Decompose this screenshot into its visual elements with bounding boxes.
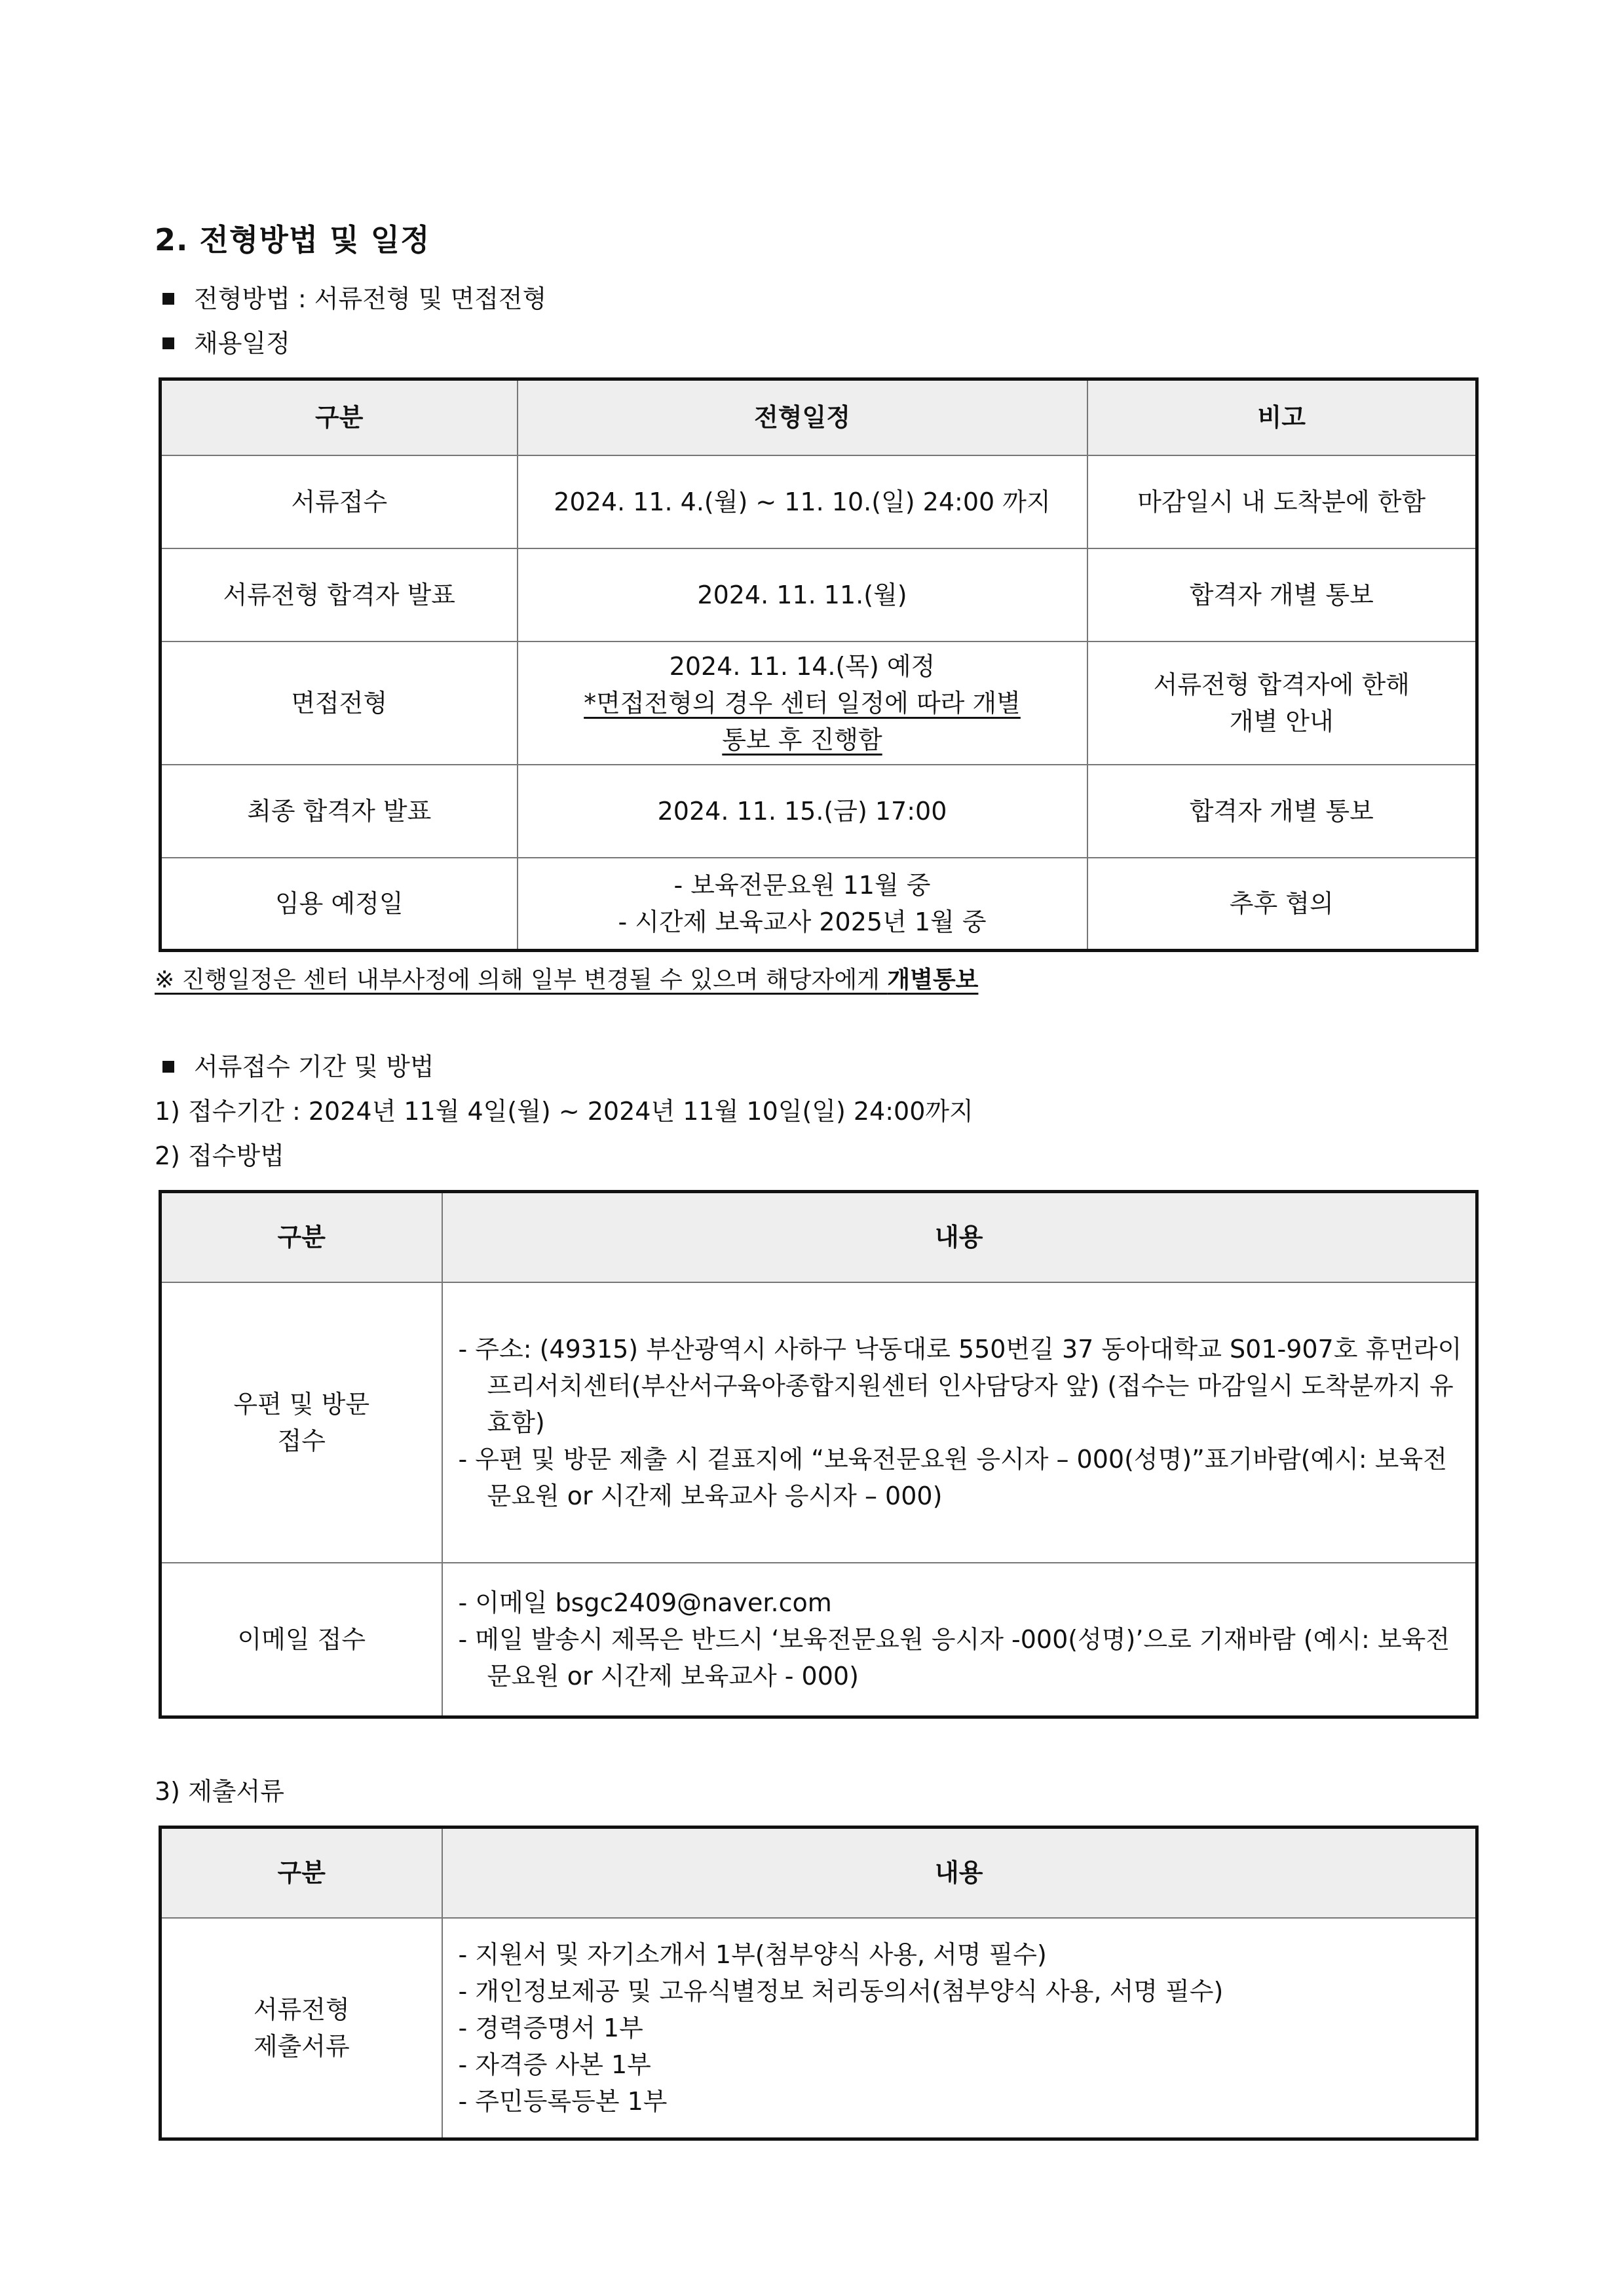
- row-schedule: 2024. 11. 15.(금) 17:00: [518, 765, 1087, 858]
- table-row: [161, 548, 1477, 641]
- submission-period: 1) 접수기간 : 2024년 11월 4일(월) ~ 2024년 11월 10일(일) 24:00까지: [155, 1097, 973, 1126]
- list-item: - 개인정보제공 및 고유식별정보 처리동의서(첨부양식 사용, 서명 필수): [458, 1976, 1224, 2006]
- submission-bullet: [155, 1048, 434, 1085]
- row-category: 서류접수: [161, 455, 518, 548]
- square-bullet-icon: [162, 293, 174, 305]
- list-item: - 주소: (49315) 부산광역시 사하구 낙동대로 550번길 37 동아대학교 S01-907호 휴먼라이프리서치센터(부산서구육아종합지원센터 인사담당자 앞) (접수는 마감일시 도착분까지 유효함): [458, 1334, 1462, 1437]
- list-item: - 우편 및 방문 제출 시 겉표지에 “보육전문요원 응시자 – 000(성명)”표기바람(예시: 보육전문요원 or 시간제 보육교사 응시자 – 000): [458, 1444, 1447, 1510]
- header-category: 구분: [161, 379, 518, 455]
- row-note: 추후 협의: [1087, 858, 1477, 951]
- row-schedule: [518, 641, 1087, 765]
- table-row: [161, 765, 1477, 858]
- row-category: [161, 1282, 442, 1563]
- schedule-line: *면접전형의 경우 센터 일정에 따라 개별: [584, 688, 1021, 718]
- list-item: - 경력증명서 1부: [458, 2013, 643, 2042]
- row-note: 합격자 개별 통보: [1087, 548, 1477, 641]
- method-text: 전형방법 : 서류전형 및 면접전형: [194, 284, 547, 313]
- list-item: - 메일 발송시 제목은 반드시 ‘보육전문요원 응시자 -000(성명)’으로 기재바람 (예시: 보육전문요원 or 시간제 보육교사 - 000): [458, 1624, 1450, 1691]
- method-table: [159, 1190, 1479, 1719]
- row-content: [442, 1563, 1477, 1717]
- row-schedule: 2024. 11. 4.(월) ~ 11. 10.(일) 24:00 까지: [518, 455, 1087, 548]
- list-item: - 지원서 및 자기소개서 1부(첨부양식 사용, 서명 필수): [458, 1940, 1047, 1969]
- square-bullet-icon: [162, 1061, 174, 1073]
- row-category: 이메일 접수: [161, 1563, 442, 1717]
- list-item: - 주민등록등본 1부: [458, 2086, 668, 2116]
- section-title: 2. 전형방법 및 일정: [155, 222, 430, 258]
- row-category: 서류전형 합격자 발표: [161, 548, 518, 641]
- documents-label: 3) 제출서류: [155, 1777, 284, 1806]
- list-item: - 자격증 사본 1부: [458, 2050, 651, 2079]
- square-bullet-icon: [162, 337, 174, 349]
- row-category: 최종 합격자 발표: [161, 765, 518, 858]
- list-item: - 이메일 bsgc2409@naver.com: [458, 1588, 832, 1617]
- row-content: [442, 1282, 1477, 1563]
- category-line: 우편 및 방문: [233, 1389, 370, 1419]
- table-row: [161, 641, 1477, 765]
- schedule-bullet: [155, 325, 290, 362]
- table-header-row: [161, 1192, 1477, 1282]
- schedule-line: - 시간제 보육교사 2025년 1월 중: [618, 907, 987, 936]
- note-line: 서류전형 합격자에 한해: [1153, 670, 1410, 699]
- schedule-line: 2024. 11. 14.(목) 예정: [669, 651, 935, 681]
- table-header-row: [161, 379, 1477, 455]
- row-note: [1087, 641, 1477, 765]
- note-line: 개별 안내: [1229, 706, 1334, 736]
- submission-heading: 서류접수 기간 및 방법: [194, 1052, 434, 1081]
- table-row: [161, 1918, 1477, 2139]
- header-schedule: 전형일정: [518, 379, 1087, 455]
- header-note: 비고: [1087, 379, 1477, 455]
- notice-emphasis: 개별통보: [887, 966, 979, 993]
- row-schedule: [518, 858, 1087, 951]
- row-category: 임용 예정일: [161, 858, 518, 951]
- table-row: [161, 455, 1477, 548]
- table-row: [161, 1282, 1477, 1563]
- schedule-table: [159, 377, 1479, 952]
- schedule-notice: [155, 962, 978, 999]
- header-content: 내용: [442, 1192, 1477, 1282]
- row-content: [442, 1918, 1477, 2139]
- table-row: [161, 858, 1477, 951]
- method-bullet: [155, 280, 546, 317]
- header-content: 내용: [442, 1827, 1477, 1918]
- schedule-line: 통보 후 진행함: [722, 725, 882, 754]
- row-note: 마감일시 내 도착분에 한함: [1087, 455, 1477, 548]
- documents-table: [159, 1826, 1479, 2141]
- row-note: 합격자 개별 통보: [1087, 765, 1477, 858]
- row-schedule: 2024. 11. 11.(월): [518, 548, 1087, 641]
- category-line: 서류전형: [253, 1995, 350, 2024]
- header-category: 구분: [161, 1192, 442, 1282]
- schedule-label: 채용일정: [194, 329, 290, 358]
- submission-method-label: 2) 접수방법: [155, 1141, 284, 1170]
- row-category: [161, 1918, 442, 2139]
- table-header-row: [161, 1827, 1477, 1918]
- row-category: 면접전형: [161, 641, 518, 765]
- notice-text: ※ 진행일정은 센터 내부사정에 의해 일부 변경될 수 있으며 해당자에게: [155, 966, 888, 993]
- table-row: [161, 1563, 1477, 1717]
- category-line: 제출서류: [253, 2031, 350, 2061]
- header-category: 구분: [161, 1827, 442, 1918]
- category-line: 접수: [277, 1426, 326, 1455]
- schedule-line: - 보육전문요원 11월 중: [673, 870, 931, 900]
